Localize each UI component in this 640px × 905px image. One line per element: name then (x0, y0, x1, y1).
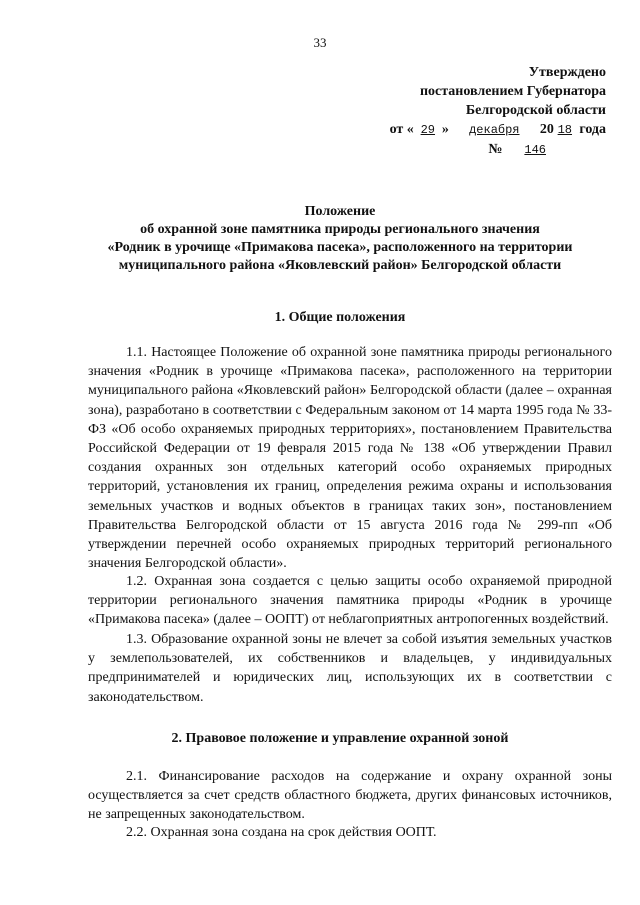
paragraph-1-1-text: 1.1. Настоящее Положение об охранной зоне памятника природы регионального значения «Родник в урочище «Примакова пасека», расположенного на территории муниципального района «Яковлевский район» Белгородской области (далее – охранная зона), разработано в соответствии с Федеральным законом от 14 марта 1995 года № 33-ФЗ «Об особо охраняемых природных территориях», постановлением Правительства Российской Федерации от 19 февраля 2015 года № 138 «Об утверждении Правил создания охранных зон отдельных категорий особо охраняемых природных территорий, установления их границ, определения режима охраны и использования земельных участков и водных объектов в границах таких зон», постановлением Правительства Белгородской области от 15 августа 2016 года № 299-пп «Об утверждении перечней особо охраняемых природных территорий регионального значения Белгородской области». (88, 345, 612, 572)
section-1-heading: 1. Общие положения (274, 310, 406, 325)
paragraph-2-2 (88, 823, 612, 842)
approval-number (346, 140, 606, 160)
title-line-3: «Родник в урочище «Примакова пасека», расположенного на территории (107, 240, 573, 255)
paragraph-1-1 (88, 343, 612, 573)
paragraph-2-1 (88, 767, 612, 825)
page-number: 33 (313, 35, 327, 50)
title-line-2: об охранной зоне памятника природы регионального значения (140, 222, 540, 237)
approval-date (346, 120, 606, 140)
year-word: года (579, 122, 606, 137)
document-title (60, 203, 620, 275)
number-prefix: № (488, 142, 503, 157)
year-prefix: 20 (539, 122, 554, 137)
paragraph-1-2-text: 1.2. Охранная зона создается с целью защиты особо охраняемой природной территории регионального значения памятника природы «Родник в урочище «Примакова пасека» (далее – ООПТ) от неблагоприятных антропогенных воздействий. (88, 574, 612, 628)
approval-block (346, 63, 606, 160)
date-mid: » (441, 122, 449, 137)
section-2-heading: 2. Правовое положение и управление охранной зоной (171, 731, 509, 746)
approval-line-3: Белгородской области (465, 103, 606, 118)
year-suffix: 18 (557, 123, 573, 137)
date-day: 29 (420, 123, 436, 137)
date-prefix: от « (389, 122, 414, 137)
approval-line-2: постановлением Губернатора (419, 84, 606, 99)
paragraph-2-2-text: 2.2. Охранная зона создана на срок действия ООПТ. (126, 825, 437, 840)
paragraph-2-1-text: 2.1. Финансирование расходов на содержание и охрану охранной зоны осуществляется за счет средств областного бюджета, других финансовых источников, не запрещенных законодательством. (88, 769, 612, 823)
paragraph-1-2 (88, 572, 612, 630)
number-value: 146 (524, 143, 546, 157)
paragraph-1-3 (88, 630, 612, 707)
approval-line-1: Утверждено (528, 65, 606, 80)
date-month: декабря (469, 123, 520, 137)
title-line-4: муниципального района «Яковлевский район» Белгородской области (118, 258, 562, 273)
title-line-1: Положение (304, 204, 376, 219)
paragraph-1-3-text: 1.3. Образование охранной зоны не влечет за собой изъятия земельных участков у землепользователей, их собственников и владельцев, у индивидуальных предпринимателей и юридических лиц, использующих их в соответствии с законодательством. (88, 632, 612, 705)
